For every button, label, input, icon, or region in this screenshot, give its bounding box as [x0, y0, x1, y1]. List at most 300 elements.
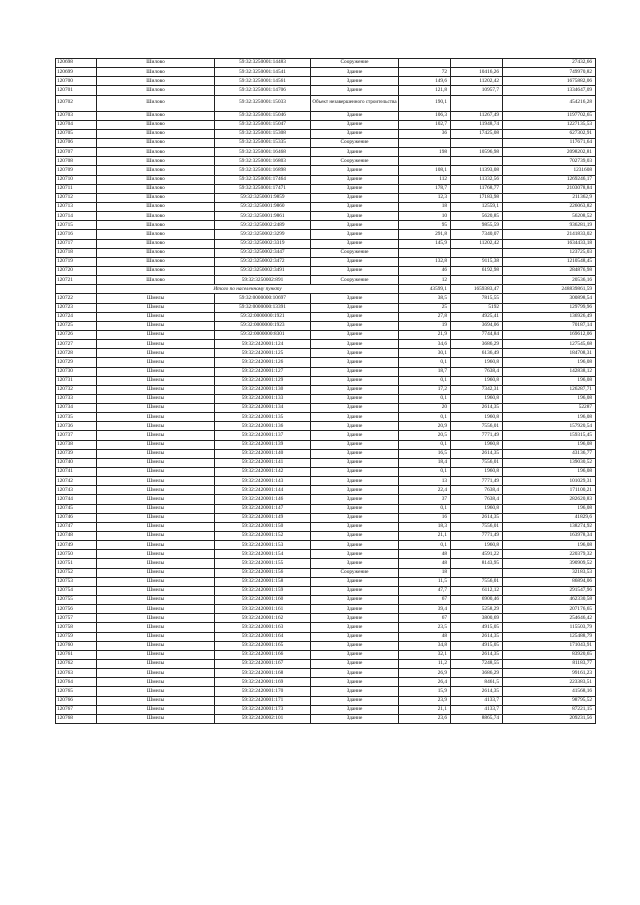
- object-type-cell: Здание: [311, 413, 399, 422]
- cadastral-cost-cell: 1269246,17: [503, 175, 596, 184]
- cadastral-cost-cell: 86894,06: [503, 577, 596, 586]
- locality-cell: Шмелы: [97, 550, 215, 559]
- area-cell: 21,1: [399, 532, 451, 541]
- object-type-cell: Здание: [311, 340, 399, 349]
- unit-price-cell: 5620,85: [451, 212, 503, 221]
- locality-cell: Шмелы: [97, 660, 215, 669]
- table-row: [56, 239, 596, 248]
- cadastral-cost-cell: 125488,79: [503, 632, 596, 641]
- object-type-cell: Здание: [311, 394, 399, 403]
- unit-price-cell: 1960,8: [451, 541, 503, 550]
- row-number-cell: 120744: [56, 495, 97, 504]
- row-number-cell: 120726: [56, 330, 97, 339]
- area-cell: 18,4: [399, 458, 451, 467]
- object-type-cell: Здание: [311, 330, 399, 339]
- cadastral-number-cell: 59:32:3250002:891: [215, 276, 311, 285]
- table-row: [56, 660, 596, 669]
- object-type-cell: Здание: [311, 678, 399, 687]
- unit-price-cell: [451, 568, 503, 577]
- object-type-cell: Здание: [311, 294, 399, 303]
- row-number-cell: 120746: [56, 513, 97, 522]
- locality-cell: Шмелы: [97, 303, 215, 312]
- row-number-cell: 120718: [56, 248, 97, 257]
- unit-price-cell: 7342,31: [451, 385, 503, 394]
- table-row: [56, 193, 596, 202]
- cadastral-cost-cell: 462330,58: [503, 596, 596, 605]
- area-cell: 178,7: [399, 184, 451, 193]
- locality-cell: Шмелы: [97, 650, 215, 659]
- object-type-cell: Здание: [311, 129, 399, 138]
- table-row: [56, 495, 596, 504]
- area-cell: 0,1: [399, 413, 451, 422]
- unit-price-cell: 11332,56: [451, 175, 503, 184]
- cadastral-number-cell: 59:32:3250001:15308: [215, 129, 311, 138]
- object-type-cell: Здание: [311, 522, 399, 531]
- unit-price-cell: [451, 95, 503, 111]
- table-row: [56, 266, 596, 275]
- row-number-cell: 120756: [56, 605, 97, 614]
- row-number-cell: 120713: [56, 202, 97, 211]
- locality-cell: Шилово: [97, 59, 215, 68]
- cadastral-number-cell: 59:32:2420001:129: [215, 376, 311, 385]
- locality-cell: Шмелы: [97, 714, 215, 723]
- locality-cell: Шмелы: [97, 623, 215, 632]
- object-type-cell: Здание: [311, 257, 399, 266]
- object-type-cell: Сооружение: [311, 248, 399, 257]
- unit-price-cell: 10416,26: [451, 68, 503, 77]
- row-number-cell: 120704: [56, 120, 97, 129]
- object-type-cell: Здание: [311, 120, 399, 129]
- row-number-cell: 120728: [56, 349, 97, 358]
- table-row: [56, 550, 596, 559]
- table-row: [56, 404, 596, 413]
- table-row: [56, 504, 596, 513]
- table-row: [56, 157, 596, 166]
- cadastral-number-cell: 59:32:3250001:15046: [215, 111, 311, 120]
- area-cell: 0,1: [399, 440, 451, 449]
- row-number-cell: 120758: [56, 623, 97, 632]
- table-row: [56, 148, 596, 157]
- unit-price-cell: 3686,29: [451, 669, 503, 678]
- table-row: [56, 696, 596, 705]
- area-cell: 46: [399, 266, 451, 275]
- area-cell: 0,1: [399, 394, 451, 403]
- locality-cell: Шмелы: [97, 486, 215, 495]
- unit-price-cell: 3686,29: [451, 340, 503, 349]
- table-row: [56, 129, 596, 138]
- object-type-cell: Здание: [311, 148, 399, 157]
- table-row: [56, 59, 596, 68]
- table-row: [56, 532, 596, 541]
- cadastral-number-cell: 59:32:3250002:3491: [215, 266, 311, 275]
- object-type-cell: Здание: [311, 550, 399, 559]
- object-type-cell: Здание: [311, 77, 399, 86]
- area-cell: 11,2: [399, 660, 451, 669]
- cadastral-number-cell: 59:32:2420001:160: [215, 596, 311, 605]
- cadastral-number-cell: 59:32:2420001:126: [215, 358, 311, 367]
- object-type-cell: Здание: [311, 495, 399, 504]
- area-cell: 26,4: [399, 678, 451, 687]
- object-type-cell: Здание: [311, 605, 399, 614]
- unit-price-cell: [451, 157, 503, 166]
- unit-price-cell: 1960,8: [451, 358, 503, 367]
- unit-price-cell: 2614,35: [451, 687, 503, 696]
- unit-price-cell: 1960,8: [451, 468, 503, 477]
- object-type-cell: Здание: [311, 385, 399, 394]
- table-row: [56, 68, 596, 77]
- cadastral-cost-cell: 1634433,18: [503, 239, 596, 248]
- cadastral-cost-cell: 83920,65: [503, 650, 596, 659]
- unit-price-cell: 7340,07: [451, 230, 503, 239]
- area-cell: 112: [399, 175, 451, 184]
- row-number-cell: 120753: [56, 577, 97, 586]
- cadastral-cost-cell: 81183,77: [503, 660, 596, 669]
- row-number-cell: 120738: [56, 440, 97, 449]
- locality-cell: Шмелы: [97, 349, 215, 358]
- area-cell: 32,1: [399, 650, 451, 659]
- object-type-cell: Здание: [311, 358, 399, 367]
- locality-cell: Шилово: [97, 184, 215, 193]
- area-cell: [399, 59, 451, 68]
- object-type-cell: Здание: [311, 641, 399, 650]
- cadastral-cost-cell: 99161,23: [503, 669, 596, 678]
- locality-cell: Шмелы: [97, 541, 215, 550]
- object-type-cell: Объект незавершенного строительства: [311, 95, 399, 111]
- cadastral-number-cell: 59:32:3250001:9861: [215, 212, 311, 221]
- object-type-cell: Здание: [311, 687, 399, 696]
- cadastral-cost-cell: 196,08: [503, 394, 596, 403]
- row-number-cell: 120745: [56, 504, 97, 513]
- row-number-cell: 120735: [56, 413, 97, 422]
- cadastral-cost-cell: 248839861,59: [503, 285, 596, 294]
- object-type-cell: Здание: [311, 404, 399, 413]
- object-type-cell: Здание: [311, 166, 399, 175]
- row-number-cell: 120730: [56, 367, 97, 376]
- row-number-cell: 120731: [56, 376, 97, 385]
- area-cell: 16,5: [399, 449, 451, 458]
- locality-cell: Шмелы: [97, 376, 215, 385]
- row-number-cell: 120725: [56, 321, 97, 330]
- area-cell: 20,9: [399, 422, 451, 431]
- unit-price-cell: 7638,4: [451, 495, 503, 504]
- unit-price-cell: 8461,5: [451, 678, 503, 687]
- table-row: [56, 486, 596, 495]
- cadastral-cost-cell: 300898,54: [503, 294, 596, 303]
- object-type-cell: Здание: [311, 577, 399, 586]
- area-cell: 20,5: [399, 431, 451, 440]
- cadastral-number-cell: 59:32:2420001:170: [215, 687, 311, 696]
- table-row: [56, 95, 596, 111]
- row-number-cell: 120749: [56, 541, 97, 550]
- area-cell: 23,6: [399, 714, 451, 723]
- cadastral-number-cell: 59:32:3250001:14541: [215, 68, 311, 77]
- locality-cell: Шмелы: [97, 413, 215, 422]
- locality-cell: Шмелы: [97, 559, 215, 568]
- row-number-cell: 120759: [56, 632, 97, 641]
- cadastral-number-cell: 59:32:0000000:1923: [215, 321, 311, 330]
- row-number-cell: 120717: [56, 239, 97, 248]
- cadastral-cost-cell: 220379,32: [503, 550, 596, 559]
- area-cell: 13: [399, 477, 451, 486]
- cadastral-cost-cell: 226063,82: [503, 202, 596, 211]
- row-number-cell: 120702: [56, 95, 97, 111]
- unit-price-cell: 2614,35: [451, 513, 503, 522]
- table-row: [56, 413, 596, 422]
- locality-cell: Шилово: [97, 175, 215, 184]
- row-number-cell: 120711: [56, 184, 97, 193]
- unit-price-cell: 6192,98: [451, 266, 503, 275]
- area-cell: 67: [399, 614, 451, 623]
- row-number-cell: 120761: [56, 650, 97, 659]
- unit-price-cell: 1960,8: [451, 413, 503, 422]
- cadastral-number-cell: 59:32:3250001:14706: [215, 86, 311, 95]
- locality-cell: Шилово: [97, 166, 215, 175]
- locality-cell: Шмелы: [97, 294, 215, 303]
- locality-cell: Шилово: [97, 129, 215, 138]
- object-type-cell: Здание: [311, 714, 399, 723]
- row-number-cell: 120764: [56, 678, 97, 687]
- table-row: [56, 257, 596, 266]
- area-cell: 18,3: [399, 522, 451, 531]
- cadastral-number-cell: 59:32:2420002:101: [215, 714, 311, 723]
- area-cell: 20: [399, 404, 451, 413]
- cadastral-number-cell: 59:32:0000000:13391: [215, 303, 311, 312]
- cadastral-cost-cell: 196,08: [503, 413, 596, 422]
- cadastral-number-cell: 59:32:2420001:147: [215, 504, 311, 513]
- area-cell: 43599,1: [399, 285, 451, 294]
- locality-cell: Шилово: [97, 212, 215, 221]
- cadastral-cost-cell: 207176,65: [503, 605, 596, 614]
- object-type-cell: Здание: [311, 367, 399, 376]
- locality-cell: Шилово: [97, 248, 215, 257]
- table-row: [56, 568, 596, 577]
- object-type-cell: Здание: [311, 650, 399, 659]
- object-type-cell: Здание: [311, 632, 399, 641]
- cadastral-cost-cell: 627302,91: [503, 129, 596, 138]
- locality-cell: Шмелы: [97, 632, 215, 641]
- unit-price-cell: 7638,4: [451, 367, 503, 376]
- area-cell: 27,8: [399, 312, 451, 321]
- area-cell: 102,7: [399, 120, 451, 129]
- row-number-cell: 120747: [56, 522, 97, 531]
- unit-price-cell: 7771,49: [451, 431, 503, 440]
- table-row: [56, 468, 596, 477]
- locality-cell: Шмелы: [97, 614, 215, 623]
- object-type-cell: Здание: [311, 486, 399, 495]
- table-row: [56, 276, 596, 285]
- table-row: [56, 394, 596, 403]
- unit-price-cell: 11393,08: [451, 166, 503, 175]
- cadastral-number-cell: 59:32:3250001:9860: [215, 202, 311, 211]
- row-number-cell: 120741: [56, 468, 97, 477]
- cadastral-number-cell: 59:32:2420001:161: [215, 605, 311, 614]
- unit-price-cell: 11202,42: [451, 77, 503, 86]
- object-type-cell: Здание: [311, 266, 399, 275]
- row-number-cell: 120699: [56, 68, 97, 77]
- unit-price-cell: 7771,49: [451, 532, 503, 541]
- unit-price-cell: [451, 276, 503, 285]
- locality-cell: Шилово: [97, 95, 215, 111]
- row-number-cell: 120707: [56, 148, 97, 157]
- row-number-cell: 120715: [56, 221, 97, 230]
- row-number-cell: 120752: [56, 568, 97, 577]
- unit-price-cell: 9115,38: [451, 257, 503, 266]
- locality-cell: Шмелы: [97, 468, 215, 477]
- object-type-cell: Здание: [311, 532, 399, 541]
- cadastral-cost-cell: 1227135,53: [503, 120, 596, 129]
- locality-cell: Шилово: [97, 266, 215, 275]
- locality-cell: Шилово: [97, 77, 215, 86]
- object-type-cell: Здание: [311, 312, 399, 321]
- locality-cell: Шмелы: [97, 678, 215, 687]
- unit-price-cell: 2614,35: [451, 404, 503, 413]
- table-row: [56, 303, 596, 312]
- cadastral-number-cell: 59:32:3250001:16898: [215, 166, 311, 175]
- locality-cell: Шмелы: [97, 532, 215, 541]
- cadastral-cost-cell: 129799,96: [503, 303, 596, 312]
- cadastral-number-cell: 59:32:0000000:10697: [215, 294, 311, 303]
- unit-price-cell: 7556,01: [451, 458, 503, 467]
- unit-price-cell: 11267,49: [451, 111, 503, 120]
- object-type-cell: Здание: [311, 202, 399, 211]
- cadastral-cost-cell: 390909,52: [503, 559, 596, 568]
- row-number-cell: 120732: [56, 385, 97, 394]
- unit-price-cell: 11202,42: [451, 239, 503, 248]
- cadastral-cost-cell: 196,08: [503, 440, 596, 449]
- cadastral-number-cell: 59:32:2420001:158: [215, 577, 311, 586]
- object-type-cell: Здание: [311, 349, 399, 358]
- row-number-cell: 120763: [56, 669, 97, 678]
- row-number-cell: 120765: [56, 687, 97, 696]
- area-cell: 48: [399, 550, 451, 559]
- table-row: [56, 678, 596, 687]
- unit-price-cell: 7556,01: [451, 577, 503, 586]
- cadastral-number-cell: 59:32:2420001:166: [215, 650, 311, 659]
- object-type-cell: Здание: [311, 468, 399, 477]
- locality-cell: Шилово: [97, 120, 215, 129]
- locality-cell: Шмелы: [97, 504, 215, 513]
- row-number-cell: 120703: [56, 111, 97, 120]
- locality-cell: Шмелы: [97, 340, 215, 349]
- table-row: [56, 605, 596, 614]
- row-number-cell: 120754: [56, 586, 97, 595]
- row-number-cell: 120767: [56, 705, 97, 714]
- cadastral-cost-cell: 117671,64: [503, 138, 596, 147]
- locality-cell: Шилово: [97, 193, 215, 202]
- locality-cell: Шмелы: [97, 422, 215, 431]
- area-cell: 95: [399, 221, 451, 230]
- cadastral-cost-cell: 2098202,81: [503, 148, 596, 157]
- cadastral-cost-cell: 1675882,06: [503, 77, 596, 86]
- unit-price-cell: 4915,05: [451, 641, 503, 650]
- row-number-cell: 120760: [56, 641, 97, 650]
- area-cell: 38,5: [399, 294, 451, 303]
- table-row: [56, 431, 596, 440]
- row-number-cell: 120757: [56, 614, 97, 623]
- cadastral-cost-cell: 1210548,45: [503, 257, 596, 266]
- table-row: [56, 166, 596, 175]
- cadastral-number-cell: 59:32:2420001:135: [215, 413, 311, 422]
- cadastral-number-cell: 59:32:2420001:140: [215, 449, 311, 458]
- locality-cell: Шилово: [97, 221, 215, 230]
- cadastral-number-cell: 59:32:2420001:125: [215, 349, 311, 358]
- object-type-cell: Здание: [311, 376, 399, 385]
- table-row: [56, 358, 596, 367]
- area-cell: 67: [399, 596, 451, 605]
- area-cell: 21,1: [399, 705, 451, 714]
- cadastral-number-cell: 59:32:2420001:164: [215, 632, 311, 641]
- unit-price-cell: 10596,98: [451, 148, 503, 157]
- row-number-cell: 120736: [56, 422, 97, 431]
- cadastral-number-cell: 59:32:2420001:162: [215, 614, 311, 623]
- area-cell: 15,9: [399, 687, 451, 696]
- cadastral-cost-cell: 52287: [503, 404, 596, 413]
- cadastral-cost-cell: 2103078,84: [503, 184, 596, 193]
- locality-cell: Шилово: [97, 239, 215, 248]
- locality-cell: Шилово: [97, 276, 215, 285]
- unit-price-cell: 1960,8: [451, 394, 503, 403]
- table-row: [56, 422, 596, 431]
- object-type-cell: Здание: [311, 239, 399, 248]
- area-cell: 0,1: [399, 358, 451, 367]
- locality-cell: Шилово: [97, 230, 215, 239]
- area-cell: 12: [399, 276, 451, 285]
- object-type-cell: Здание: [311, 669, 399, 678]
- cadastral-number-cell: 59:32:3250001:15335: [215, 138, 311, 147]
- cadastral-number-cell: 59:32:3250001:17464: [215, 175, 311, 184]
- row-number-cell: 120762: [56, 660, 97, 669]
- cadastral-cost-cell: 291547,96: [503, 586, 596, 595]
- row-number-cell: 120719: [56, 257, 97, 266]
- area-cell: 19: [399, 321, 451, 330]
- cadastral-cost-cell: 223383,51: [503, 678, 596, 687]
- locality-cell: Шмелы: [97, 577, 215, 586]
- row-number-cell: 120721: [56, 276, 97, 285]
- unit-price-cell: 9855,59: [451, 221, 503, 230]
- object-type-cell: Сооружение: [311, 157, 399, 166]
- cadastral-number-cell: 59:32:3250001:14483: [215, 59, 311, 68]
- area-cell: 48: [399, 632, 451, 641]
- table-row: [56, 714, 596, 723]
- row-number-cell: 120716: [56, 230, 97, 239]
- cadastral-number-cell: 59:32:3250002:3299: [215, 230, 311, 239]
- table-row: [56, 705, 596, 714]
- table-row: [56, 650, 596, 659]
- area-cell: 291,8: [399, 230, 451, 239]
- locality-cell: Шмелы: [97, 449, 215, 458]
- table-row: [56, 120, 596, 129]
- cadastral-cost-cell: 32183,53: [503, 568, 596, 577]
- cadastral-number-cell: 59:32:3250001:15047: [215, 120, 311, 129]
- locality-cell: Шилово: [97, 68, 215, 77]
- object-type-cell: Здание: [311, 422, 399, 431]
- object-type-cell: Здание: [311, 586, 399, 595]
- locality-cell: Шилово: [97, 111, 215, 120]
- locality-cell: Шмелы: [97, 458, 215, 467]
- object-type-cell: Здание: [311, 440, 399, 449]
- table-row: [56, 687, 596, 696]
- table-row: [56, 111, 596, 120]
- row-number-cell: 120743: [56, 486, 97, 495]
- area-cell: 121,8: [399, 86, 451, 95]
- object-type-cell: Здание: [311, 184, 399, 193]
- locality-cell: Шилово: [97, 138, 215, 147]
- locality-cell: Шмелы: [97, 513, 215, 522]
- table-row: [56, 294, 596, 303]
- cadastral-number-cell: 59:32:2420001:124: [215, 340, 311, 349]
- table-row: [56, 321, 596, 330]
- locality-cell: Шмелы: [97, 696, 215, 705]
